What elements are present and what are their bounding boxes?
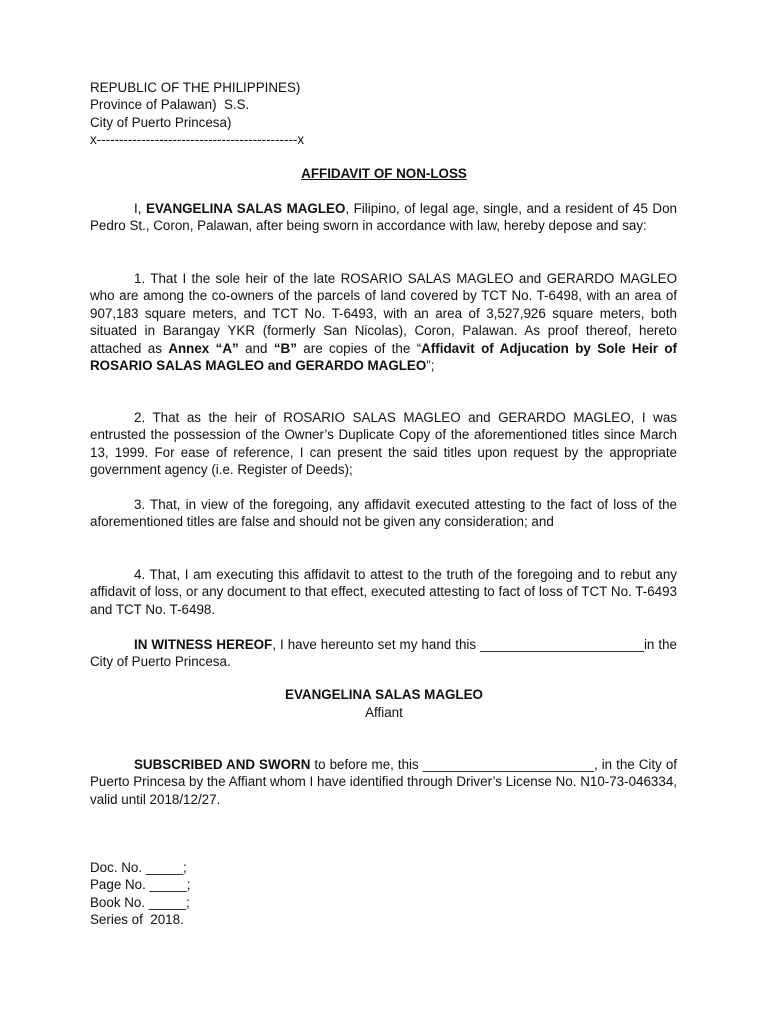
jurat-lead: SUBSCRIBED AND SWORN: [134, 757, 311, 772]
venue-caption: [90, 79, 304, 149]
witness-text: , I have hereunto set my hand this ______________________in the City of Puerto Princesa.: [90, 637, 677, 670]
notarial-register: [90, 859, 191, 929]
paragraph-4: 4. That, I am executing this affidavit to attest to the truth of the foregoing and to rebut any affidavit of loss, or any document to that effect, executed attesting to fact of loss of TCT No. T-6493 and TCT No. T-6498.: [90, 567, 677, 617]
paragraph-1-and: and: [238, 340, 274, 356]
witness-paragraph: [90, 636, 677, 671]
paragraph-1-text-a: 1. That I the sole heir of the late ROSARIO SALAS MAGLEO and GERARDO MAGLEO who are among the co-owners of the parcels of land covered by TCT No. T-6498, with an area of 907,183 square meters, and TCT No. T-6493, with an area of 3,527,926 square meters, both situated in Barangay YKR (formerly San Nicolas), Coron, Palawan. As proof thereof, hereto attached as: [90, 271, 677, 356]
intro-text-a: I,: [134, 201, 146, 216]
jurat-paragraph: [90, 756, 677, 808]
paragraph-1: [90, 270, 677, 374]
intro-text-b: , Filipino, of legal age, single, and a resident of 45 Don Pedro St., Coron, Palawan, after being sworn in accordance with law, hereby depose and say:: [90, 201, 677, 234]
paragraph-2: 2. That as the heir of ROSARIO SALAS MAGLEO and GERARDO MAGLEO, I was entrusted the possession of the Owner’s Duplicate Copy of the aforementioned titles since March 13, 1999. For ease of reference, I can present the said titles upon request by the appropriate government agency (i.e. Register of Deeds);: [90, 410, 677, 478]
annex-b-label: “B”: [273, 340, 297, 356]
affiant-role: Affiant: [365, 705, 403, 720]
paragraph-1-text-b: are copies of the “: [296, 340, 422, 356]
paragraph-1-text-c: ”;: [426, 358, 435, 374]
document-title: AFFIDAVIT OF NON-LOSS: [301, 166, 467, 181]
caption-separator: x---------------------------------------------x: [90, 132, 305, 148]
annex-a-label: Annex “A”: [168, 340, 239, 356]
affiant-name-inline: EVANGELINA SALAS MAGLEO: [145, 201, 346, 216]
notarial-doc-no: Doc. No. _____;: [90, 860, 187, 875]
notarial-series: Series of 2018.: [90, 912, 184, 928]
notarial-book-no: Book No. _____;: [90, 894, 190, 910]
paragraph-3: 3. That, in view of the foregoing, any affidavit executed attesting to the fact of loss of the aforementioned titles are false and should not be given any consideration; and: [90, 497, 677, 530]
intro-paragraph: [90, 200, 677, 235]
attached-document-title: Affidavit of Adjucation by Sole Heir of ROSARIO SALAS MAGLEO and GERARDO MAGLEO: [90, 340, 677, 374]
caption-line-republic: REPUBLIC OF THE PHILIPPINES): [90, 80, 301, 95]
affiant-signature-name: EVANGELINA SALAS MAGLEO: [285, 687, 483, 702]
jurat-text: to before me, this _______________________, in the City of Puerto Princesa by the Affiant whom I have identified through Driver’s License No. N10-73-046334, valid until 2018/12/27.: [90, 757, 677, 807]
caption-line-province: Province of Palawan) S.S.: [90, 97, 250, 113]
witness-lead: IN WITNESS HEREOF: [134, 637, 273, 652]
notarial-page-no: Page No. _____;: [90, 877, 191, 893]
caption-line-city: City of Puerto Princesa): [90, 114, 232, 130]
